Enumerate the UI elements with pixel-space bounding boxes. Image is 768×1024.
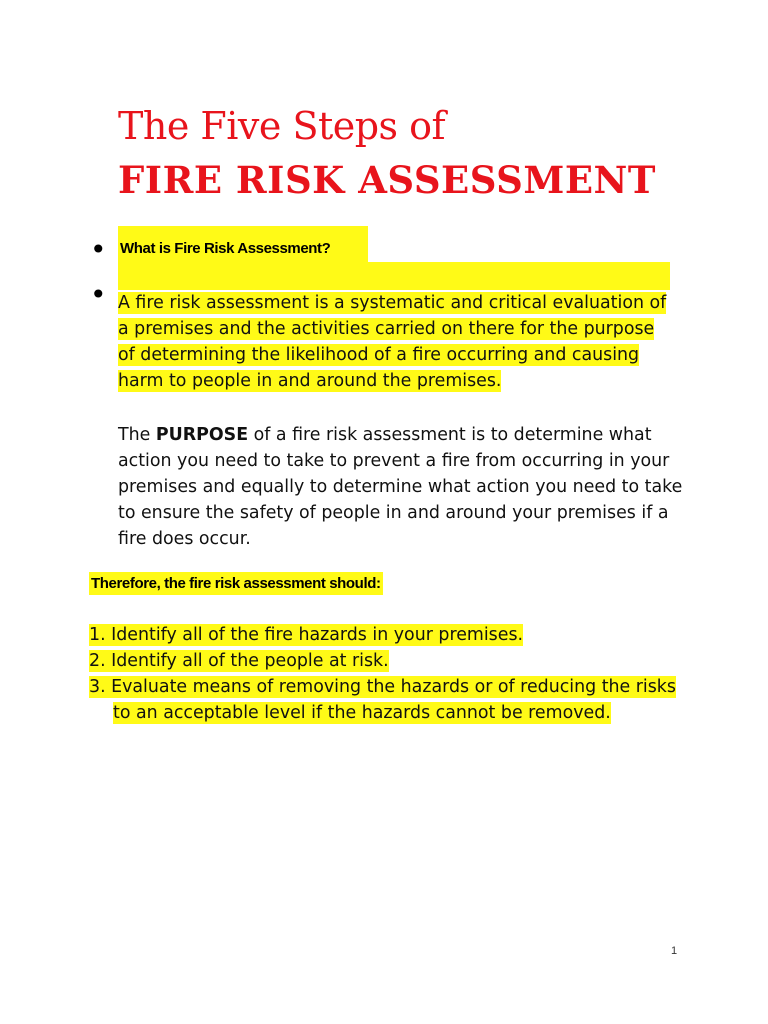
- purpose-line: fire does occur.: [118, 529, 251, 549]
- purpose-keyword: PURPOSE: [155, 425, 249, 445]
- list-item: [89, 700, 709, 726]
- definition-paragraph: [118, 290, 698, 394]
- page-title-line1: The Five Steps of: [118, 104, 446, 148]
- definition-line: A fire risk assessment is a systematic and critical evaluation of: [118, 293, 667, 313]
- step-text: to an acceptable level if the hazards cannot be removed.: [113, 703, 611, 723]
- list-item: [89, 622, 709, 648]
- step-text: 2. Identify all of the people at risk.: [89, 651, 389, 671]
- steps-list: [89, 622, 709, 726]
- step-text: 1. Identify all of the fire hazards in your premises.: [89, 625, 524, 645]
- purpose-paragraph: [118, 422, 698, 552]
- purpose-prefix: The: [118, 425, 156, 445]
- bullet-highlight-band: [118, 262, 670, 290]
- purpose-line: to ensure the safety of people in and around your premises if a: [118, 503, 669, 523]
- purpose-line: action you need to take to prevent a fire from occurring in your: [118, 451, 670, 471]
- bullet-icon: •: [90, 233, 107, 266]
- therefore-heading: Therefore, the fire risk assessment should:: [89, 572, 383, 595]
- purpose-line: premises and equally to determine what action you need to take: [118, 477, 683, 497]
- list-item: [89, 648, 709, 674]
- page-title-line2: FIRE RISK ASSESSMENT: [118, 158, 656, 202]
- list-item: [89, 674, 709, 700]
- definition-line: of determining the likelihood of a fire occurring and causing: [118, 345, 640, 365]
- step-text: 3. Evaluate means of removing the hazards or of reducing the risks: [89, 677, 676, 697]
- bullet-icon: •: [90, 278, 107, 311]
- purpose-line: of a fire risk assessment is to determine what: [248, 425, 652, 445]
- question-heading: What is Fire Risk Assessment?: [120, 240, 331, 257]
- definition-line: harm to people in and around the premises.: [118, 371, 502, 391]
- page-number: 1: [671, 945, 678, 957]
- definition-line: a premises and the activities carried on there for the purpose: [118, 319, 655, 339]
